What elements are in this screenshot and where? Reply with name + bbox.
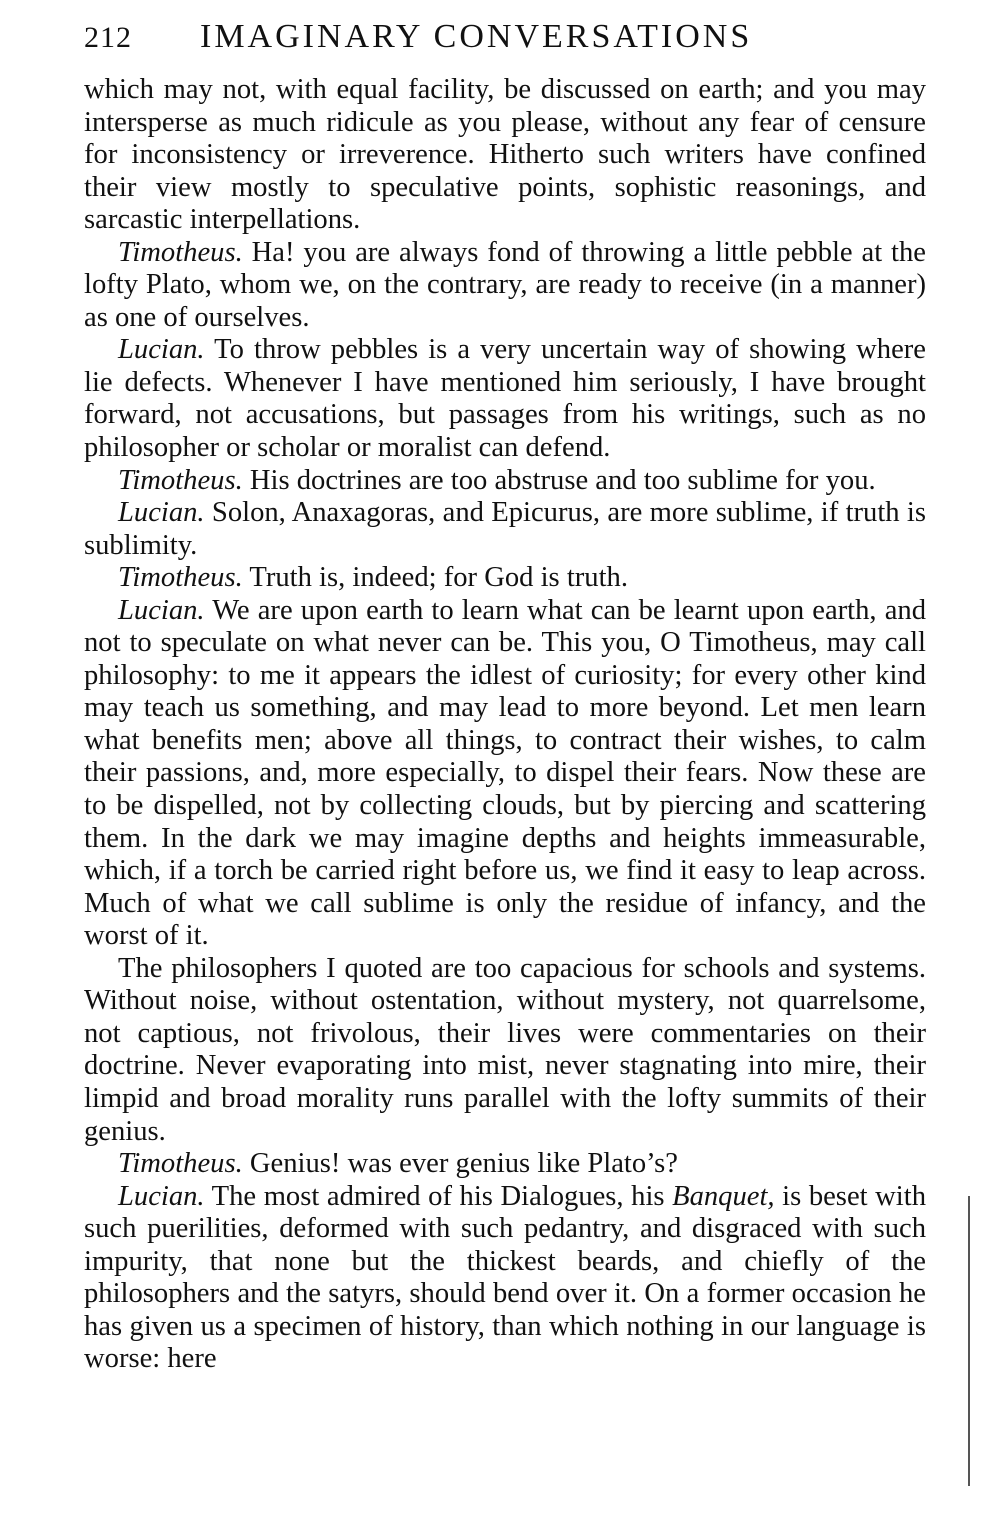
paragraph-text: The philosophers I quoted are too capacious for schools and systems. Without noise, without ostentation, without mystery, not quarrelsome, not captious, not frivolous, their lives were commentaries on their doctrine. Never evaporating into mist, never stagnating into mire, their limpid and broad morality runs parallel with the lofty summits of their genius. — [84, 952, 926, 1147]
work-title: Banquet, — [672, 1180, 775, 1212]
speaker-name: Timotheus. — [118, 1148, 243, 1180]
dialogue-paragraph — [84, 562, 926, 595]
dialogue-paragraph — [84, 465, 926, 498]
dialogue-paragraph — [84, 497, 926, 562]
page-header — [84, 12, 844, 62]
dialogue-text: Ha! you are always fond of throwing a little pebble at the lofty Plato, whom we, on the contrary, are ready to receive (in a manner) as one of ourselves. — [84, 236, 926, 333]
dialogue-text-continued: is beset with such puerilities, deformed with such pedantry, and disgraced with such impurity, that none but the thickest beards, and chiefly of the philosophers and the satyrs, should bend over it. On a former occasion he has given us a specimen of history, than which nothing in our language is worse: here — [84, 1180, 926, 1375]
margin-rule — [968, 1196, 970, 1486]
speaker-name: Lucian. — [118, 1180, 205, 1212]
dialogue-text: Genius! was ever genius like Plato’s? — [249, 1148, 678, 1180]
dialogue-text: Truth is, indeed; for God is truth. — [249, 562, 628, 594]
dialogue-text: We are upon earth to learn what can be learnt upon earth, and not to speculate on what never can be. This you, O Timotheus, may call philosophy: to me it appears the idlest of curiosity; for every other kind may teach us something, and may lead to more beyond. Let men learn what benefits men; above all things, to contract their wishes, to calm their passions, and, more especially, to dispel their fears. Now these are to be dispelled, not by collecting clouds, but by piercing and scattering them. In the dark we may imagine depths and heights immeasurable, which, if a torch be carried right before us, we find it easy to leap across. Much of what we call sublime is only the residue of infancy, and the worst of it. — [84, 594, 926, 952]
dialogue-paragraph — [84, 1148, 926, 1181]
speaker-name: Timotheus. — [118, 236, 243, 268]
dialogue-paragraph — [84, 1181, 926, 1376]
dialogue-text: His doctrines are too abstruse and too sublime for you. — [249, 464, 876, 496]
paragraph — [84, 953, 926, 1148]
running-title: IMAGINARY CONVERSATIONS — [200, 18, 753, 55]
page-number: 212 — [84, 21, 132, 54]
body-text — [84, 74, 926, 1376]
speaker-name: Lucian. — [118, 594, 205, 626]
speaker-name: Timotheus. — [118, 562, 243, 594]
speaker-name: Lucian. — [118, 334, 205, 366]
dialogue-paragraph — [84, 595, 926, 953]
dialogue-paragraph — [84, 237, 926, 335]
dialogue-text: To throw pebbles is a very uncertain way of showing where lie defects. Whenever I have mentioned him seriously, I have brought forward, not accusations, but passages from his writings, such as no philosopher or scholar or moralist can defend. — [84, 334, 926, 464]
paragraph — [84, 74, 926, 237]
dialogue-text: Solon, Anaxagoras, and Epicurus, are more sublime, if truth is sublimity. — [84, 497, 926, 561]
speaker-name: Lucian. — [118, 497, 205, 529]
dialogue-text: The most admired of his Dialogues, his — [211, 1180, 665, 1212]
speaker-name: Timotheus. — [118, 464, 243, 496]
paragraph-text: which may not, with equal facility, be discussed on earth; and you may intersperse as much ridicule as you please, without any fear of censure for inconsistency or irreverence. Hitherto such writers have confined their view mostly to speculative points, sophistic reasonings, and sarcastic interpellations. — [84, 74, 926, 236]
dialogue-paragraph — [84, 334, 926, 464]
